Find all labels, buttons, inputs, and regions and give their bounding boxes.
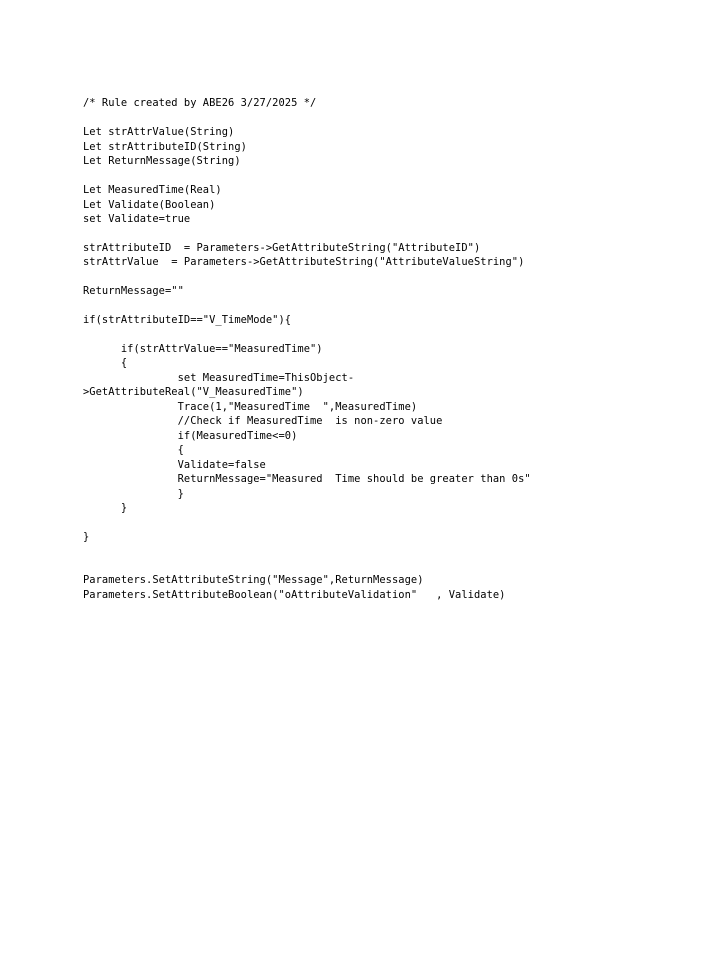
code-line — [83, 544, 683, 558]
code-line: >GetAttributeReal("V_MeasuredTime") — [83, 386, 304, 399]
code-line: /* Rule created by ABE26 3/27/2025 */ — [83, 97, 317, 110]
code-line: Let MeasuredTime(Real) — [83, 184, 222, 197]
code-line: if(MeasuredTime<=0) — [83, 429, 298, 442]
code-line: Parameters.SetAttributeBoolean("oAttributeValidation" , Validate) — [83, 588, 506, 601]
code-line: } — [83, 530, 90, 543]
code-line: { — [83, 444, 184, 457]
code-line — [83, 169, 683, 183]
code-line — [83, 111, 683, 125]
code-line: } — [83, 487, 184, 500]
code-line: if(strAttrValue=="MeasuredTime") — [83, 343, 323, 355]
code-line: Let strAttributeID(String) — [83, 140, 247, 153]
code-line — [83, 559, 683, 573]
code-line: { — [83, 357, 128, 370]
code-line: set MeasuredTime=ThisObject- — [83, 371, 355, 384]
code-line: Let ReturnMessage(String) — [83, 155, 241, 168]
code-line: Validate=false — [83, 458, 266, 471]
code-line: Let Validate(Boolean) — [83, 198, 216, 211]
code-line: Trace(1,"MeasuredTime ",MeasuredTime) — [83, 400, 418, 413]
code-line: ReturnMessage="" — [83, 285, 184, 298]
code-line: ReturnMessage="Measured Time should be greater than 0s" — [83, 473, 531, 486]
code-line: } — [83, 501, 128, 514]
code-line — [83, 270, 683, 284]
code-line — [83, 328, 683, 342]
code-line — [83, 299, 683, 313]
code-listing — [83, 96, 683, 602]
code-line: Let strAttrValue(String) — [83, 126, 235, 139]
code-line: //Check if MeasuredTime is non-zero value — [83, 415, 443, 428]
code-line: set Validate=true — [83, 212, 191, 225]
code-line: Parameters.SetAttributeString("Message",ReturnMessage) — [83, 574, 424, 587]
code-line: strAttrValue = Parameters->GetAttributeString("AttributeValueString") — [83, 256, 525, 269]
code-line — [83, 226, 683, 240]
code-line: if(strAttributeID=="V_TimeMode"){ — [83, 314, 292, 327]
code-line — [83, 515, 683, 529]
code-line: strAttributeID = Parameters->GetAttributeString("AttributeID") — [83, 241, 481, 254]
